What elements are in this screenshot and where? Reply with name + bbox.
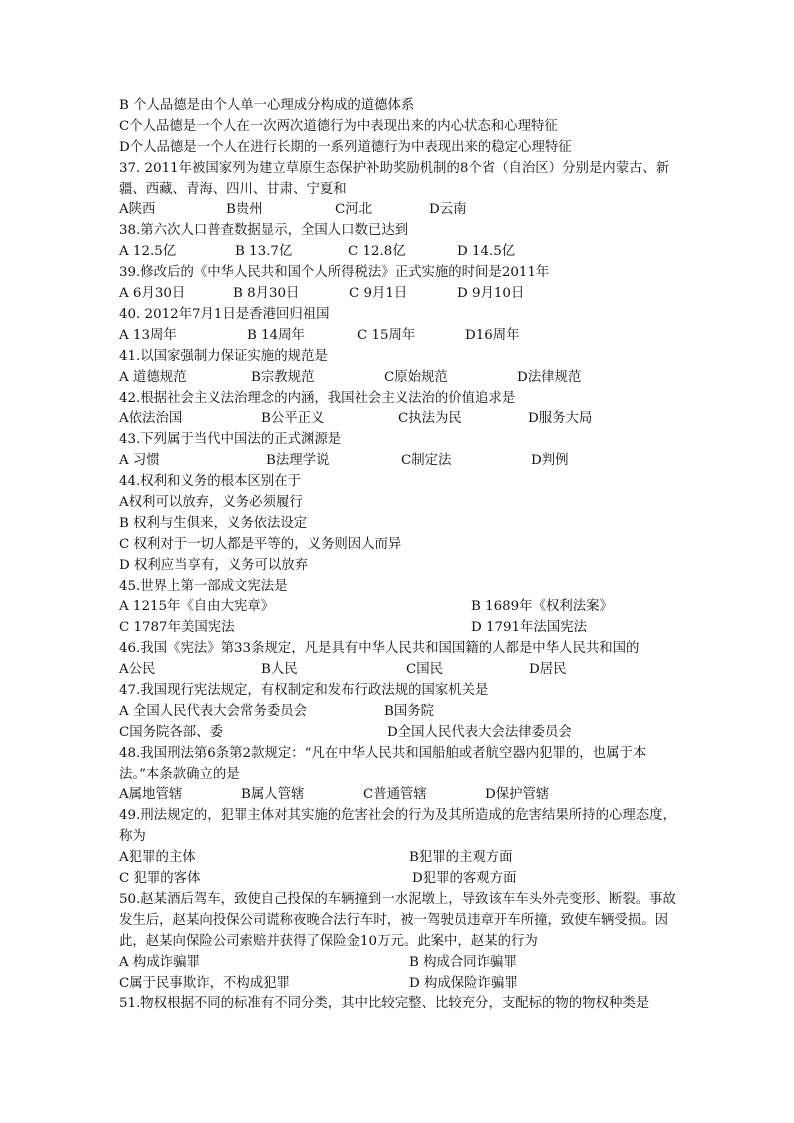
option-a: A权利可以放弃，义务必须履行: [119, 494, 303, 510]
option-c: C 犯罪的客体: [119, 871, 201, 887]
question-43-options: [119, 451, 679, 472]
option-b: B国务院: [384, 703, 435, 719]
option-d: D犯罪的客观方面: [412, 871, 517, 887]
option-c: C 12.8亿: [348, 244, 406, 260]
option-b: B人民: [261, 662, 298, 678]
question-47-stem: 47.我国现行宪法规定，有权制定和发布行政法规的国家机关是: [119, 682, 489, 698]
option-line: C个人品德是一个人在一次两次道德行为中表现出来的内心状态和心理特征: [119, 118, 558, 134]
question-45-options: [119, 618, 679, 639]
option-b: B 1689年《权利法案》: [471, 599, 613, 615]
question-48-options: [119, 785, 679, 806]
question-40-stem: 40. 2012年7月1日是香港回归祖国: [119, 306, 330, 322]
option-c: C国民: [406, 662, 444, 678]
question-47-options: [119, 702, 679, 723]
question-38-options: [119, 242, 679, 263]
option-b: B犯罪的主观方面: [409, 850, 513, 866]
question-50-options: [119, 953, 679, 974]
question-42-options: [119, 409, 679, 430]
option-c: C河北: [335, 202, 373, 218]
option-a: A 构成诈骗罪: [119, 954, 200, 970]
question-48-stem: 48.我国刑法第6条第2款规定：“凡在中华人民共和国船舶或者航空器内犯罪的，也属于本法。”本条款确立的是: [119, 745, 647, 782]
option-c: C 15周年: [357, 327, 416, 343]
option-c: C国务院各部、委: [119, 724, 223, 740]
question-40-options: [119, 326, 679, 347]
option-c: C 1787年美国宪法: [119, 620, 235, 636]
option-b: B公平正义: [261, 411, 325, 427]
option-b: B贵州: [226, 202, 263, 218]
option-c: C原始规范: [384, 369, 448, 385]
question-41-options: [119, 368, 679, 389]
option-a: A犯罪的主体: [119, 850, 196, 866]
question-42-stem: 42.根据社会主义法治理念的内涵，我国社会主义法治的价值追求是: [119, 390, 516, 406]
question-44-stem: 44.权利和义务的根本区别在于: [119, 474, 301, 490]
option-a: A 6月30日: [119, 286, 186, 302]
option-b: B 13.7亿: [235, 244, 293, 260]
question-41-stem: 41.以国家强制力保证实施的规范是: [119, 348, 328, 364]
option-d: D 9月10日: [457, 286, 525, 302]
option-a: A 全国人民代表大会常务委员会: [119, 703, 308, 719]
question-51-stem: 51.物权根据不同的标准有不同分类，其中比较完整、比较充分，支配标的物的物权种类是: [119, 996, 650, 1012]
option-line: D个人品德是一个人在进行长期的一系列道德行为中表现出来的稳定心理特征: [119, 139, 572, 155]
option-d: D 14.5亿: [457, 244, 516, 260]
option-c: C执法为民: [398, 411, 462, 427]
option-b: B 8月30日: [233, 286, 300, 302]
option-d: D保护管辖: [485, 787, 550, 803]
option-a: A 习惯: [119, 453, 160, 469]
option-b: B法理学说: [266, 453, 330, 469]
question-37-stem: 37. 2011年被国家列为建立草原生态保护补助奖励机制的8个省（自治区）分别是内蒙古、新疆、西藏、青海、四川、甘肃、宁夏和: [119, 160, 670, 197]
question-50-stem: 50.赵某酒后驾车，致使自己投保的车辆撞到一水泥墩上，导致该车车头外壳变形、断裂。事故发生后，赵某向投保公司谎称夜晚合法行车时，被一驾驶员违章开车所撞，致使车辆受损。因此，赵某向保险公司索赔并获得了保险金10万元。此案中，赵某的行为: [119, 891, 676, 949]
option-line: B 个人品德是由个人单一心理成分构成的道德体系: [119, 98, 415, 113]
option-a: A公民: [119, 662, 156, 678]
question-37-options: [119, 200, 679, 221]
question-38-stem: 38.第六次人口普查数据显示，全国人口数已达到: [119, 223, 409, 239]
question-39-stem: 39.修改后的《中华人民共和国个人所得税法》正式实施的时间是2011年: [119, 265, 550, 281]
option-c: C属于民事欺诈，不构成犯罪: [119, 975, 290, 991]
option-a: A属地管辖: [119, 787, 183, 803]
option-a: A 12.5亿: [119, 244, 177, 260]
option-c: C 权利对于一切人都是平等的，义务则因人而异: [119, 536, 402, 552]
option-d: D服务大局: [528, 411, 593, 427]
option-d: D居民: [529, 662, 567, 678]
question-49-options: [119, 869, 679, 890]
question-46-stem: 46.我国《宪法》第33条规定，凡是具有中华人民共和国国籍的人都是中华人民共和国的: [119, 641, 640, 657]
option-b: B属人管辖: [241, 787, 305, 803]
option-a: A陕西: [119, 202, 156, 218]
option-c: C 9月1日: [349, 286, 408, 302]
question-46-options: [119, 660, 679, 681]
question-49-options: [119, 848, 679, 869]
option-a: A 道德规范: [119, 369, 187, 385]
question-39-options: [119, 284, 679, 305]
option-d: D16周年: [465, 327, 520, 343]
option-d: D判例: [531, 453, 569, 469]
question-45-options: [119, 597, 679, 618]
question-50-options: [119, 974, 679, 995]
option-c: C制定法: [401, 453, 452, 469]
question-43-stem: 43.下列属于当代中国法的正式渊源是: [119, 432, 342, 448]
option-d: D 构成保险诈骗罪: [409, 975, 518, 991]
option-d: D全国人民代表大会法律委员会: [387, 724, 572, 740]
option-a: A 13周年: [119, 327, 177, 343]
option-a: A 1215年《自由大宪章》: [119, 599, 275, 615]
question-text: [119, 96, 679, 1015]
question-45-stem: 45.世界上第一部成文宪法是: [119, 578, 288, 594]
option-d: D法律规范: [517, 369, 582, 385]
option-d: D 1791年法国宪法: [471, 620, 588, 636]
question-47-options: [119, 723, 679, 744]
option-c: C普通管辖: [363, 787, 427, 803]
option-d: D云南: [429, 202, 467, 218]
option-b: B 构成合同诈骗罪: [409, 954, 517, 970]
option-d: D 权利应当享有，义务可以放弃: [119, 557, 309, 573]
question-49-stem: 49.刑法规定的，犯罪主体对其实施的危害社会的行为及其所造成的危害结果所持的心理态度，称为: [119, 808, 676, 845]
option-b: B 权利与生俱来，义务依法设定: [119, 515, 308, 531]
option-b: B 14周年: [247, 327, 305, 343]
option-b: B宗教规范: [251, 369, 315, 385]
option-a: A依法治国: [119, 411, 183, 427]
